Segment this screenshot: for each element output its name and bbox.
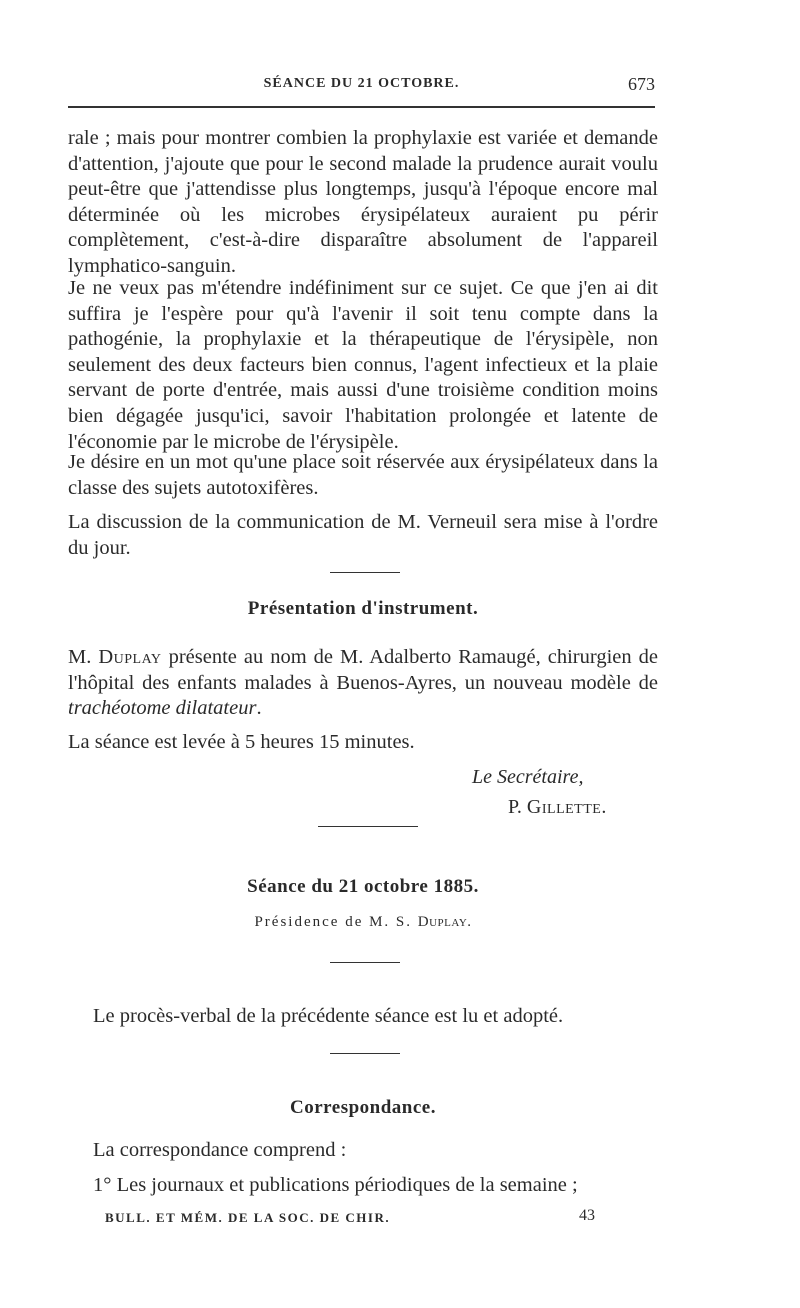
presidence-line [68,914,658,931]
presenter-name: Duplay [98,646,162,668]
paragraph-pathogenie: Je ne veux pas m'étendre indéfiniment sur ce sujet. Ce que j'en ai dit suffira je l'espère pour qu'à l'avenir il soit tenu compte dans la pathogénie, la prophylaxie et la thérapeutique de l'érysipèle, non seulement des deux facteurs bien connus, l'agent infectieux et la plaie servant de porte d'entrée, mais aussi d'une troisième condition moins bien dégagée jusqu'ici, savoir l'habitation prolongée et latente de l'économie par le microbe de l'érysipèle. [68,277,658,453]
presentation-text: présente au nom de M. Adalberto Ramaugé, chirurgien de l'hôpital des enfants malades à Buenos-Ayres, un nouveau modèle de [68,646,658,694]
paragraph-continuation: rale ; mais pour montrer combien la prophylaxie est variée et demande d'attention, j'ajoute que pour le second malade la prudence aurait voulu peut-être que j'attendisse plus longtemps, jusqu'à l'époque encore mal déterminée où les microbes érysipélateux auraient pu périr complètement, c'est-à-dire disparaître absolument de l'appareil lymphatico-sanguin. [68,127,658,277]
instrument-name: trachéotome dilatateur [68,697,257,720]
section-divider [330,1053,400,1054]
secretary-initial: P. [508,796,527,818]
running-title: SÉANCE DU 21 OCTOBRE. [263,76,460,91]
page-header [68,76,655,98]
closing-paragraph: La séance est levée à 5 heures 15 minutes. [68,731,415,753]
secretary-name: Gillette. [526,796,607,818]
presentation-period: . [256,697,262,720]
secretary-signature [508,796,607,819]
signature-mark: 43 [579,1207,595,1224]
paragraph-autotoxiferes: Je désire en un mot qu'une place soit réservée aux érysipélateux dans la classe des sujets autotoxifères. [68,451,658,499]
presentation-m: M. [68,646,99,668]
presidence-prefix: Présidence de M. S. [254,914,418,930]
president-name: Duplay. [417,914,472,930]
session-title: Séance du 21 octobre 1885. [247,876,479,897]
presentation-heading: Présentation d'instrument. [247,598,479,619]
secretary-title: Le Secrétaire, [472,766,584,788]
header-rule [68,106,655,108]
page-number: 673 [628,74,655,94]
section-divider [330,962,400,963]
section-divider [330,572,400,573]
footer-bulletin: BULL. ET MÉM. DE LA SOC. DE CHIR. [105,1210,391,1225]
minutes-paragraph: Le procès-verbal de la précédente séance est lu et adopté. [93,1005,564,1027]
correspondance-item-1: 1° Les journaux et publications périodiques de la semaine ; [93,1174,578,1196]
presentation-paragraph [68,645,658,722]
correspondance-intro: La correspondance comprend : [93,1139,347,1161]
paragraph-discussion: La discussion de la communication de M. Verneuil sera mise à l'ordre du jour. [68,511,658,559]
section-divider [318,826,418,827]
page-footer [105,1207,605,1232]
correspondance-heading: Correspondance. [290,1097,436,1118]
